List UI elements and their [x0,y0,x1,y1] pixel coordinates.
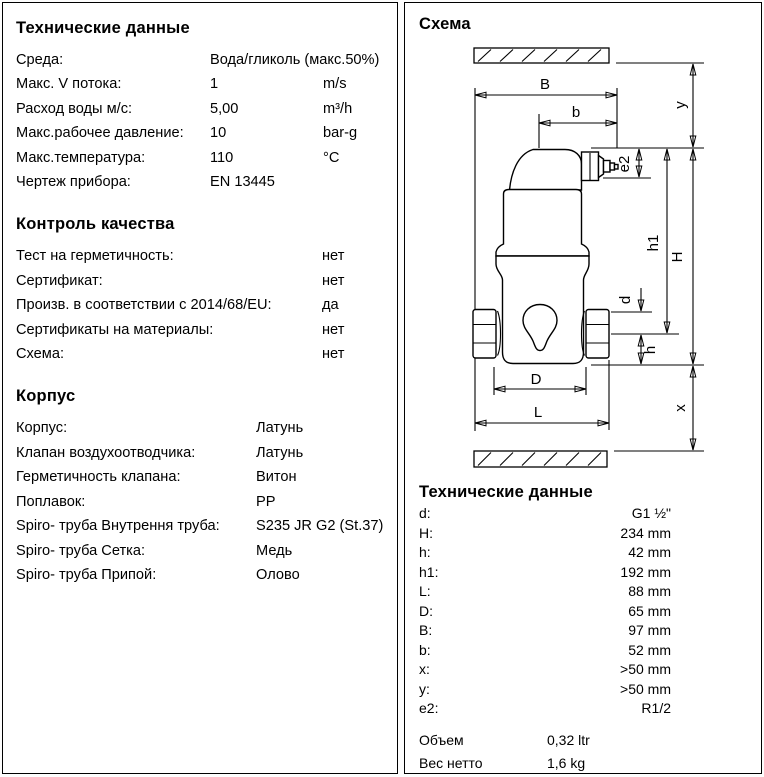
dim-value: 97 mm [628,622,671,638]
spec-value: S235 JR G2 (St.37) [256,518,384,535]
dim-row [419,621,675,641]
spec-label: Корпус: [16,420,68,437]
wall-hatch-bottom [474,451,607,467]
spec-row [16,441,387,465]
extra-label: Вес нетто [419,755,483,771]
dim-value: 234 mm [620,524,671,541]
dim-label: e2: [419,700,439,716]
dim-row [419,660,675,680]
dim-value: 192 mm [620,563,671,580]
spec-value: 1 [210,76,219,93]
tech-section [16,48,387,194]
spec-label: Тест на герметичность: [16,248,174,265]
extra-row [419,752,675,775]
dim-value: 88 mm [628,583,671,599]
spec-unit: m³/h [323,100,353,117]
dim-label-L: L [533,404,543,421]
spec-row [16,97,387,121]
dim-label: B: [419,622,433,638]
spec-unit: °C [323,149,340,166]
dim-row [419,504,675,524]
hex-nut-left [473,310,496,359]
spec-value: 10 [210,125,227,142]
dim-label: x: [419,661,430,677]
spec-value: нет [322,321,345,338]
spec-value: Вода/гликоль (макс.50%) [210,52,380,68]
dim-value: 52 mm [628,641,671,658]
spec-value: Витон [256,469,297,486]
spec-row [16,563,387,587]
spec-row [16,342,387,366]
dims-table [419,504,675,719]
spec-row [16,72,387,96]
spec-label: Spiro- труба Сетка: [16,542,146,559]
spec-value: нет [322,272,345,289]
spec-row [16,416,387,440]
spec-unit [323,48,387,72]
spec-unit: bar-g [323,125,358,142]
dim-value: R1/2 [641,700,671,716]
dim-label-D: D [530,371,542,388]
schema-panel [404,2,762,774]
spec-label: Сертификат: [16,272,103,289]
dim-label: L: [419,583,431,599]
dim-label-h1: h1 [645,234,662,252]
spec-value: нет [322,248,345,265]
dim-label-y: y [672,101,689,109]
spec-label: Макс.рабочее давление: [16,125,184,142]
spec-value: нет [322,346,345,363]
dim-row [419,699,675,719]
spec-row [16,539,387,563]
spec-row [16,293,387,317]
spec-value: PP [256,493,276,510]
spec-label: Произв. в соответствии с 2014/68/EU: [16,297,272,314]
spec-row [16,514,387,538]
tech-section-title: Технические данные [16,19,190,37]
specs-panel [2,2,398,774]
spec-unit [323,170,387,194]
spec-value: Олово [256,566,300,583]
dim-row [419,543,675,563]
spec-row [16,170,387,194]
dim-label-h: h [642,345,659,355]
spec-label: Среда: [16,52,64,68]
dim-row [419,641,675,661]
dim-label-x: x [672,404,689,412]
extra-value: 1,6 kg [547,755,586,771]
device-dimension-drawing [409,33,761,483]
dim-row [419,563,675,583]
spec-row [16,269,387,293]
dim-row [419,582,675,602]
dim-label-H: H [669,251,686,263]
quality-section [16,244,387,366]
extra-label: Объем [419,732,464,748]
dim-row [419,524,675,544]
spec-label: Расход воды м/с: [16,100,133,117]
spec-row [16,490,387,514]
spec-label: Схема: [16,346,64,363]
spec-value: EN 13445 [210,174,275,191]
dim-label: H: [419,524,433,541]
spec-label: Герметичность клапана: [16,469,181,486]
spec-value: Медь [256,542,293,559]
dim-label: h1: [419,563,439,580]
dim-label: d: [419,505,431,521]
spec-row [16,121,387,145]
union-collar-left [498,311,501,356]
spec-label: Сертификаты на материалы: [16,321,214,338]
dim-value: 65 mm [628,602,671,619]
dim-value: >50 mm [620,661,671,677]
dim-label: h: [419,544,431,560]
extra-row [419,729,675,752]
dim-value: 42 mm [628,544,671,560]
dims-section-title: Технические данные [419,483,593,501]
dim-row [419,680,675,700]
dim-value: G1 ½" [631,505,671,521]
dim-label: y: [419,680,430,697]
spec-row [16,244,387,268]
spec-value: 110 [210,149,234,166]
dim-label: b: [419,641,431,658]
wall-hatch-top [474,48,609,63]
dim-label: D: [419,602,433,619]
dim-label-d: d [617,295,634,305]
dim-value: >50 mm [620,680,671,697]
body-section [16,416,387,587]
spec-label: Чертеж прибора: [16,174,131,191]
spec-label: Поплавок: [16,493,86,510]
spec-value: 5,00 [210,100,239,117]
spec-label: Spiro- труба Припой: [16,566,157,583]
dim-label-e2: e2 [616,155,633,173]
device-top-horn [510,150,582,191]
device-cap [496,190,589,257]
quality-section-title: Контроль качества [16,215,175,234]
spec-row [16,146,387,170]
spec-row [16,48,387,72]
dim-label-B: B [539,76,551,93]
device-vent-valve [582,152,619,181]
hex-nut-right [586,310,609,359]
spec-label: Макс. V потока: [16,76,122,93]
volume-weight-table [419,729,675,775]
body-section-title: Корпус [16,387,76,406]
spec-label: Макс.температура: [16,149,146,166]
spec-label: Клапан воздухоотводчика: [16,444,196,461]
spec-value: да [322,297,339,314]
spec-unit: m/s [323,76,347,93]
spec-label: Spiro- труба Внутрення труба: [16,518,220,535]
dim-label-b: b [571,104,581,121]
air-separator-device [473,150,618,364]
extra-value: 0,32 ltr [547,732,590,748]
spec-row [16,465,387,489]
dim-row [419,602,675,622]
spec-value: Латунь [256,444,304,461]
spec-row [16,318,387,342]
spec-value: Латунь [256,420,304,437]
schema-title: Схема [419,15,471,33]
